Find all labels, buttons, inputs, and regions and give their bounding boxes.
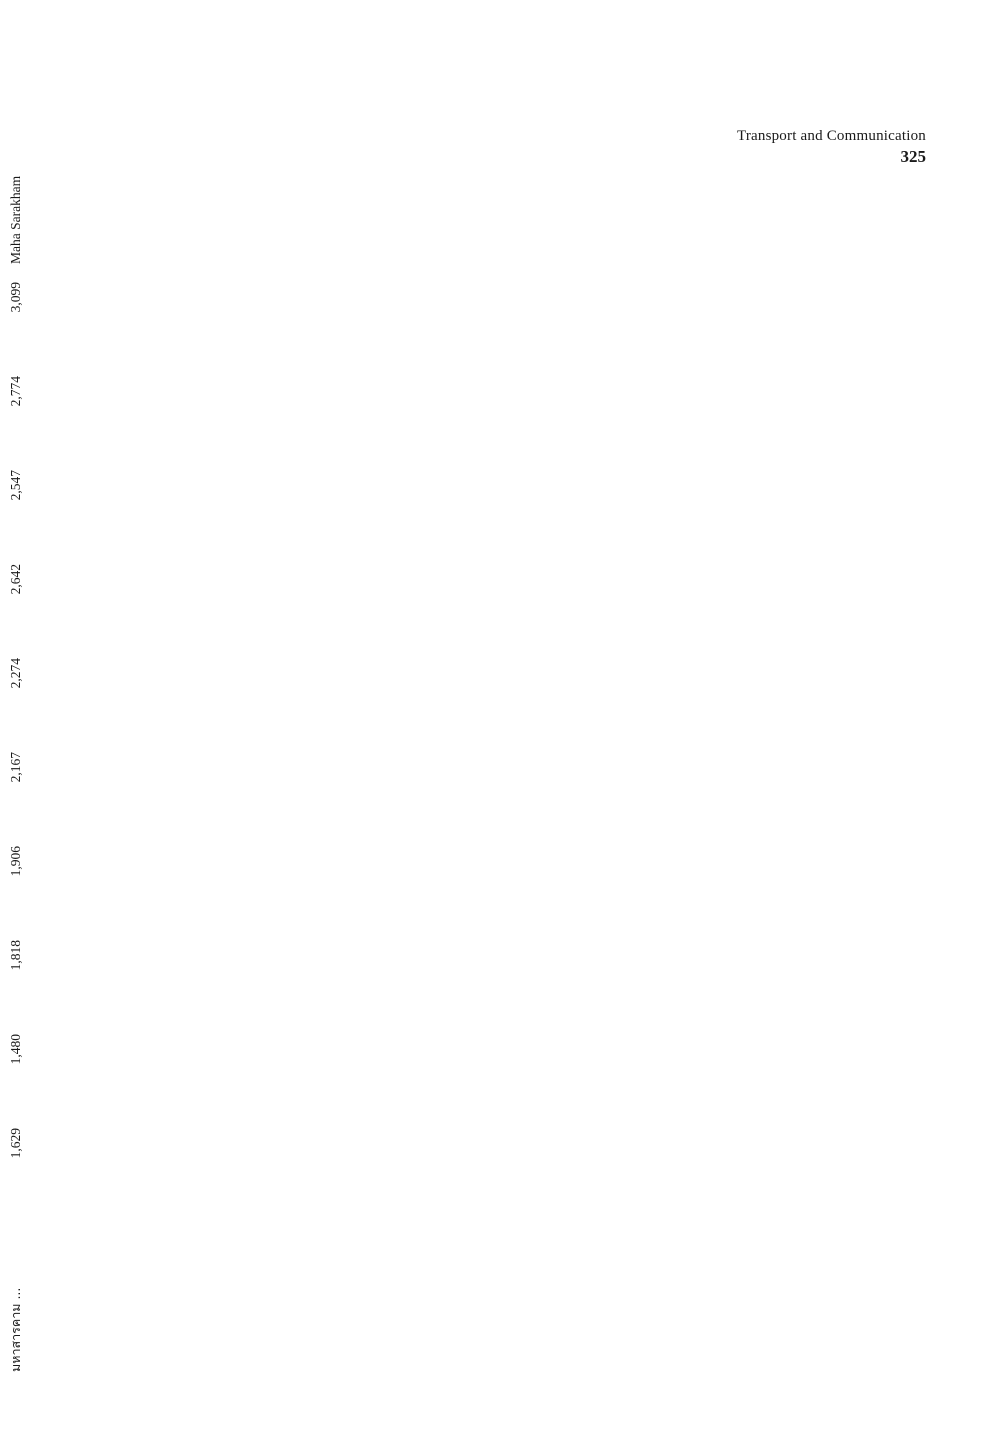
value-cell: 2,167 <box>8 752 23 783</box>
page-number: 325 <box>900 147 926 166</box>
value-cell: 1,629 <box>8 1128 23 1159</box>
value-cell: 2,547 <box>8 470 23 501</box>
statistics-table-region <box>8 175 935 1376</box>
table-body <box>0 64 31 1376</box>
value-cell: 1,480 <box>8 1034 23 1065</box>
rotated-table-container <box>0 175 70 1376</box>
value-cell: 1,818 <box>8 940 23 971</box>
table-row <box>1 64 31 1376</box>
statistics-table <box>0 64 31 1376</box>
value-cell: 2,274 <box>8 658 23 689</box>
thai-province-name: มหาสารคาม ... <box>8 1287 23 1372</box>
value-cell: 3,099 <box>8 282 23 313</box>
section-title: Transport and Communication <box>736 128 926 144</box>
english-province-name: Maha Sarakham <box>8 175 23 264</box>
value-cell: 2,774 <box>8 376 23 407</box>
value-cell: 2,642 <box>8 564 23 595</box>
page-header <box>737 128 926 167</box>
value-cell: 1,906 <box>8 846 23 877</box>
